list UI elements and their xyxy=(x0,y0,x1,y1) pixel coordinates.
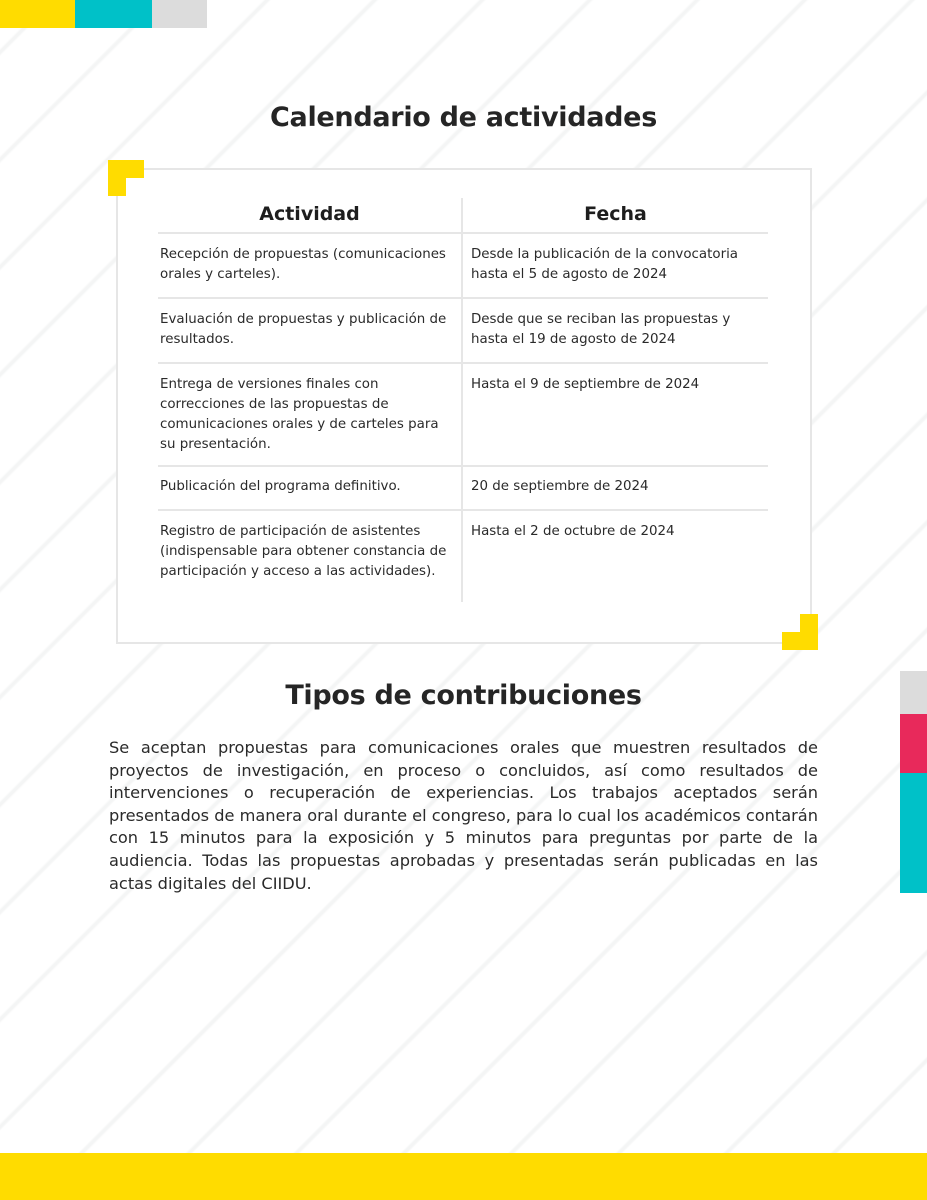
header-fecha: Fecha xyxy=(584,203,647,225)
cell-actividad: Recepción de propuestas (comunicaciones orales y carteles). xyxy=(158,234,463,297)
calendar-table xyxy=(158,198,768,602)
top-accent-yellow xyxy=(0,0,75,28)
contributions-title: Tipos de contribuciones xyxy=(285,680,642,711)
cell-actividad: Evaluación de propuestas y publicación de resultados. xyxy=(158,299,463,362)
side-accent-red xyxy=(900,714,927,773)
table-row xyxy=(158,467,768,511)
side-accent-teal xyxy=(900,773,927,893)
top-accent-gray xyxy=(152,0,207,28)
table-header-row xyxy=(158,198,768,234)
side-accent-gray xyxy=(900,671,927,714)
calendar-title: Calendario de actividades xyxy=(270,102,657,133)
cell-fecha: Desde la publicación de la convocatoria hasta el 5 de agosto de 2024 xyxy=(471,247,738,282)
cell-fecha: Hasta el 9 de septiembre de 2024 xyxy=(471,377,700,392)
cell-actividad: Publicación del programa definitivo. xyxy=(158,467,463,509)
cell-fecha: 20 de septiembre de 2024 xyxy=(471,479,649,494)
table-row xyxy=(158,299,768,364)
cell-fecha: Desde que se reciban las propuestas y hasta el 19 de agosto de 2024 xyxy=(471,312,731,347)
table-row xyxy=(158,234,768,299)
contributions-body: Se aceptan propuestas para comunicaciones orales que muestren resultados de proyectos de investigación, en proceso o concluidos, así como resultados de intervenciones o recuperación de experiencias. Los trabajos aceptados serán presentados de manera oral durante el congreso, para lo cual los académicos contarán con 15 minutos para la exposición y 5 minutos para preguntas por parte de la audiencia. Todas las propuestas aprobadas y presentadas serán publicadas en las actas digitales del CIIDU. xyxy=(109,738,818,893)
cell-actividad: Registro de participación de asistentes (indispensable para obtener constancia de participación y acceso a las actividades). xyxy=(158,511,463,602)
cell-fecha: Hasta el 2 de octubre de 2024 xyxy=(471,524,675,539)
top-accent-teal xyxy=(75,0,152,28)
table-row xyxy=(158,364,768,467)
header-actividad: Actividad xyxy=(158,198,463,232)
bottom-accent-bar xyxy=(0,1153,927,1200)
corner-accent-bottom-right-vertical xyxy=(800,614,818,650)
table-row xyxy=(158,511,768,602)
cell-actividad: Entrega de versiones finales con correcciones de las propuestas de comunicaciones orales y de carteles para su presentación. xyxy=(158,364,463,465)
corner-accent-top-left-vertical xyxy=(108,160,126,196)
